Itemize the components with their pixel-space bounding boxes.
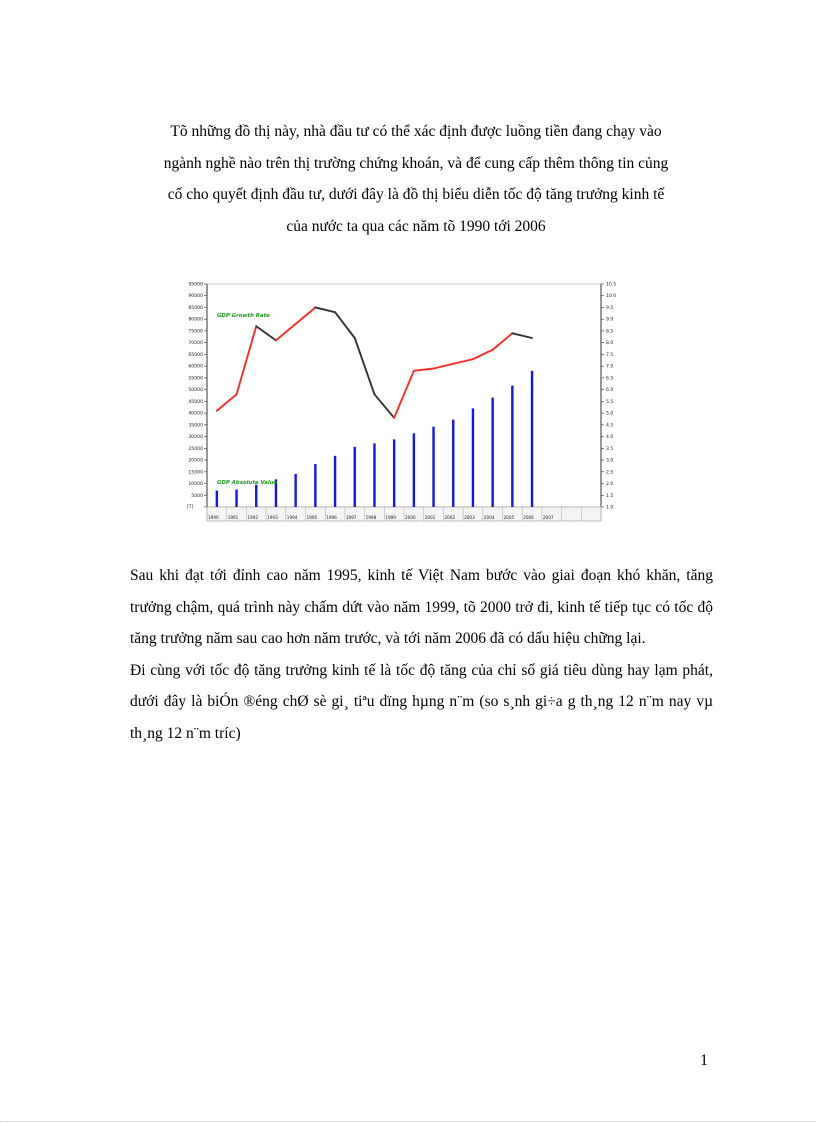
body-paragraph-1: Sau khi đạt tới đỉnh cao năm 1995, kinh tế Việt Nam bước vào giai đoạn khó khăn, tăng trưởng chậm, quá trình này chấm dứt vào năm 1999, tõ 2000 trở đi, kinh tế tiếp tục có tốc độ tăng trưởng năm sau cao hơn năm trước, và tới năm 2006 đã có dấu hiệu chững lại. bbox=[130, 567, 713, 647]
year-label: 1991 bbox=[227, 515, 239, 520]
gdp-value-bar bbox=[314, 464, 316, 507]
year-label: 1990 bbox=[208, 515, 219, 520]
right-tick-label: 6.0 bbox=[606, 388, 614, 394]
left-tick-label: 15000 bbox=[188, 470, 203, 476]
right-tick-label: 6.5 bbox=[606, 376, 614, 382]
gdp-value-bar bbox=[373, 443, 375, 507]
right-tick-label: 3.0 bbox=[606, 458, 614, 464]
gdp-value-bar bbox=[235, 490, 237, 507]
left-tick-label: 30000 bbox=[188, 435, 203, 441]
gdp-value-bar bbox=[452, 420, 454, 507]
left-tick-label: 35000 bbox=[188, 423, 203, 429]
left-tick-label: 95000 bbox=[188, 282, 203, 288]
year-label: 2001 bbox=[424, 515, 436, 520]
left-tick-label: 60000 bbox=[188, 364, 203, 370]
year-label: 2003 bbox=[464, 515, 475, 520]
gdp-value-bar bbox=[511, 386, 513, 507]
year-label: 1992 bbox=[247, 515, 259, 520]
right-tick-label: 2.5 bbox=[606, 470, 614, 476]
right-tick-label: 7.0 bbox=[606, 364, 614, 370]
intro-paragraph bbox=[130, 116, 702, 242]
left-tick-label: 50000 bbox=[188, 388, 203, 394]
year-label: 1998 bbox=[365, 515, 377, 520]
gdp-value-bar bbox=[255, 485, 257, 507]
right-tick-label: 9.5 bbox=[606, 305, 614, 311]
gdp-value-bar bbox=[531, 371, 533, 507]
right-tick-label: 9.0 bbox=[606, 317, 614, 323]
left-tick-label: 90000 bbox=[188, 294, 203, 300]
gdp-value-bar bbox=[472, 408, 474, 507]
year-label: 2000 bbox=[405, 515, 416, 520]
left-tick-label: 5000 bbox=[191, 493, 203, 499]
gdp-value-bar bbox=[294, 474, 296, 507]
right-tick-label: 1.0 bbox=[606, 505, 614, 511]
left-tick-label: 85000 bbox=[188, 305, 203, 311]
left-tick-label: 25000 bbox=[188, 446, 203, 452]
gdp-value-bar bbox=[393, 439, 395, 507]
left-tick-label: 45000 bbox=[188, 399, 203, 405]
right-tick-label: 10.5 bbox=[606, 282, 617, 288]
year-label: 2007 bbox=[542, 515, 554, 520]
page-number: 1 bbox=[700, 1052, 708, 1069]
page-bottom-divider bbox=[0, 1121, 816, 1122]
year-label: 1997 bbox=[345, 515, 357, 520]
year-label: 1995 bbox=[306, 515, 318, 520]
right-tick-label: 2.0 bbox=[606, 482, 614, 488]
right-tick-label: 4.0 bbox=[606, 435, 614, 441]
year-label: 2005 bbox=[503, 515, 515, 520]
year-label: 2002 bbox=[444, 515, 456, 520]
left-axis-unit-label: [T] bbox=[187, 505, 194, 510]
legend-absolute-value: GDP Absolute Value bbox=[217, 480, 278, 486]
right-tick-label: 5.0 bbox=[606, 411, 614, 417]
left-tick-label: 55000 bbox=[188, 376, 203, 382]
body-paragraph-2: Đi cùng với tốc độ tăng trưởng kinh tế là tốc độ tăng của chỉ số giá tiêu dùng hay lạm phát, dưới đây là biÓn ®éng chØ sè gi¸ tiªu dïng hµng n¨m (so s¸nh gi÷a g th¸ng 12 n¨m nay vµ th¸ng 12 n¨m tríc) bbox=[130, 661, 713, 742]
year-label: 1994 bbox=[286, 515, 298, 520]
right-tick-label: 7.5 bbox=[606, 352, 614, 358]
year-label: 1999 bbox=[385, 515, 396, 520]
body-text bbox=[130, 560, 713, 749]
gdp-value-bar bbox=[491, 398, 493, 507]
left-tick-label: 70000 bbox=[188, 341, 203, 347]
intro-line: cố cho quyết định đầu tư, dưới đây là đồ thị biểu diễn tốc độ tăng trưởng kinh tế bbox=[167, 186, 665, 203]
gdp-value-bar bbox=[432, 427, 434, 507]
left-tick-label: 40000 bbox=[188, 411, 203, 417]
legend-growth-rate: GDP Growth Rate bbox=[217, 313, 270, 319]
right-tick-label: 5.5 bbox=[606, 399, 614, 405]
year-label: 1993 bbox=[267, 515, 278, 520]
gdp-value-bar bbox=[334, 456, 336, 507]
intro-line: của nước ta qua các năm tõ 1990 tới 2006 bbox=[286, 217, 546, 235]
gdp-value-bar bbox=[413, 433, 415, 507]
right-tick-label: 4.5 bbox=[606, 423, 614, 429]
right-tick-label: 10.0 bbox=[606, 294, 617, 300]
gdp-value-bar bbox=[216, 491, 218, 507]
intro-line: Tõ những đồ thị này, nhà đầu tư có thể xác định được luồng tiền đang chạy vào bbox=[170, 123, 662, 140]
left-tick-label: 80000 bbox=[188, 317, 203, 323]
right-tick-label: 8.0 bbox=[606, 341, 614, 347]
year-label: 2004 bbox=[483, 515, 495, 520]
intro-line: ngành nghề nào trên thị trường chứng khoán, và để cung cấp thêm thông tin củng bbox=[163, 154, 669, 172]
right-tick-label: 3.5 bbox=[606, 446, 614, 452]
left-tick-label: 20000 bbox=[188, 458, 203, 464]
gdp-chart bbox=[183, 276, 633, 526]
year-label: 1996 bbox=[326, 515, 337, 520]
left-tick-label: 75000 bbox=[188, 329, 203, 335]
left-tick-label: 65000 bbox=[188, 352, 203, 358]
year-label: 2006 bbox=[523, 515, 534, 520]
right-tick-label: 1.5 bbox=[606, 493, 614, 499]
left-tick-label: 10000 bbox=[188, 482, 203, 488]
gdp-chart-svg bbox=[183, 276, 633, 526]
right-tick-label: 8.5 bbox=[606, 329, 614, 335]
gdp-value-bar bbox=[354, 447, 356, 507]
